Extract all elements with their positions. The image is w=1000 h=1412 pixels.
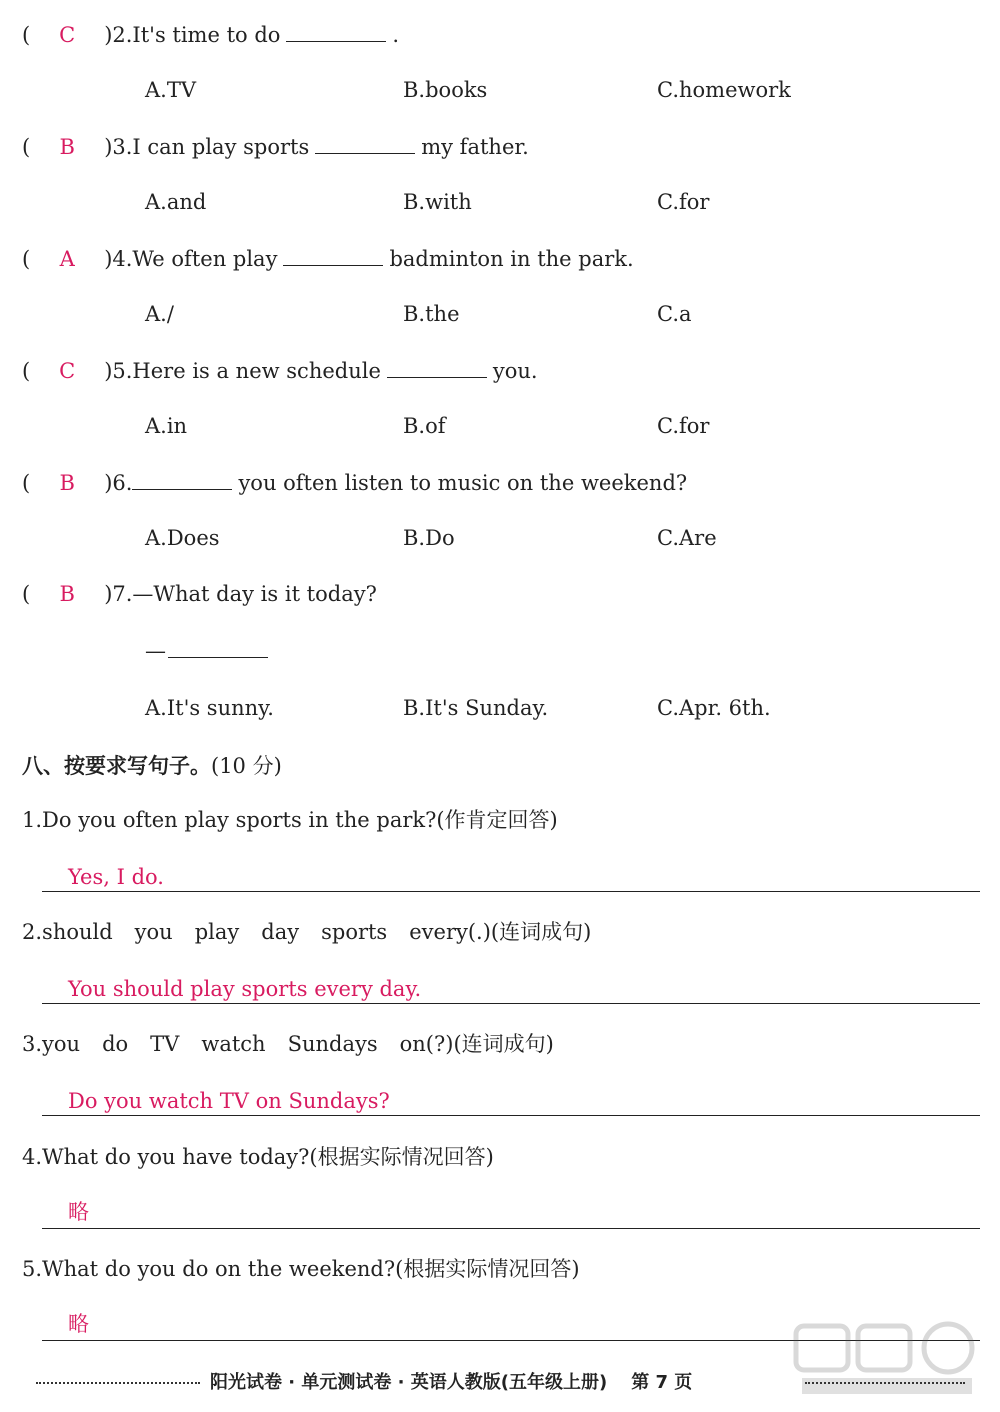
section-title-text: 八、按要求写句子。 [22,754,211,778]
paren-open: ( [22,582,31,606]
answer-line [42,858,980,892]
answer-line [42,1082,980,1116]
scrambled-word: do [102,1032,129,1056]
scrambled-word: 2.should [22,920,113,944]
option-c: C.Apr. 6th. [657,696,771,720]
options-row [0,76,1000,104]
scrambled-word: you [134,920,173,944]
stem-text: )3.I can play sports [104,135,310,159]
blank-line [132,468,232,490]
section-points: (10 分) [211,754,282,778]
stem-text: )6. [104,471,133,495]
stem-text: )7.—What day is it today? [104,582,377,606]
blank-line [387,356,487,378]
options-row [0,694,1000,722]
answer-letter: C [59,359,76,383]
option-b: B.of [403,414,446,438]
stem-text-after: you often listen to music on the weekend? [238,471,688,495]
stem-text: )2.It's time to do [104,23,281,47]
stem-text-after: . [392,23,400,47]
answer-text: You should play sports every day. [68,977,422,1001]
answer-line [42,1195,980,1229]
scrambled-word: TV [150,1032,180,1056]
answer-text: 略 [68,1312,89,1336]
write-prompt: 4.What do you have today?(根据实际情况回答) [22,1145,494,1169]
answer-text: Do you watch TV on Sundays? [68,1089,390,1113]
question-stem [22,468,687,497]
scrambled-word: day [261,920,300,944]
scrambled-word: Sundays [287,1032,378,1056]
question-stem [22,580,377,608]
answer-letter: B [59,582,75,606]
page-footer [0,1368,1000,1398]
option-c: C.for [657,190,710,214]
option-c: C.Are [657,526,717,550]
stem-text-after: you. [492,359,538,383]
scrambled-word: every(.)(连词成句) [409,920,592,944]
write-prompt [22,918,591,946]
answer-letter: C [59,23,76,47]
blank-line [315,132,415,154]
reply-line [145,636,274,665]
answer-text: Yes, I do. [68,865,164,889]
stem-text: )5.Here is a new schedule [104,359,381,383]
option-b: B.the [403,302,460,326]
footer-dots-right [805,1382,965,1384]
scrambled-word: watch [201,1032,266,1056]
stem-text: )4.We often play [104,247,278,271]
blank-line [286,20,386,42]
question-stem [22,132,529,161]
option-c: C.for [657,414,710,438]
scrambled-word: sports [321,920,388,944]
blank-line [168,636,268,658]
options-row [0,412,1000,440]
option-c: C.a [657,302,692,326]
stem-text-after: badminton in the park. [389,247,634,271]
answer-letter: A [59,247,75,271]
option-b: B.with [403,190,472,214]
option-a: A.in [145,414,188,438]
write-prompt: 5.What do you do on the weekend?(根据实际情况回答) [22,1257,580,1281]
option-c: C.homework [657,78,791,102]
question-stem [22,20,399,49]
option-b: B.books [403,78,488,102]
answer-line [42,970,980,1004]
question-stem [22,244,634,273]
reply-dash: — [145,639,166,663]
scrambled-word: play [194,920,240,944]
write-prompt [22,1030,554,1058]
option-a: A.TV [145,78,197,102]
footer-title: 阳光试卷 · 单元测试卷 · 英语人教版(五年级上册) [210,1372,608,1393]
paren-open: ( [22,359,31,383]
options-row [0,524,1000,552]
answer-letter: B [59,135,75,159]
paren-open: ( [22,247,31,271]
paren-open: ( [22,471,31,495]
option-a: A./ [145,302,174,326]
options-row [0,300,1000,328]
page-number: 第 7 页 [631,1372,693,1393]
write-prompt: 1.Do you often play sports in the park?(作肯定回答) [22,808,558,832]
option-a: A.and [145,190,207,214]
stem-text-after: my father. [421,135,529,159]
scrambled-word: 3.you [22,1032,81,1056]
option-a: A.It's sunny. [145,696,274,720]
answer-text: 略 [68,1200,89,1224]
paren-open: ( [22,23,31,47]
option-b: B.It's Sunday. [403,696,549,720]
footer-text [210,1368,692,1394]
option-b: B.Do [403,526,455,550]
question-stem [22,356,538,385]
scrambled-word: on(?)(连词成句) [399,1032,554,1056]
answer-letter: B [59,471,75,495]
options-row [0,188,1000,216]
section-title [22,750,282,780]
option-a: A.Does [145,526,220,550]
blank-line [283,244,383,266]
paren-open: ( [22,135,31,159]
footer-dots-left [36,1382,200,1384]
